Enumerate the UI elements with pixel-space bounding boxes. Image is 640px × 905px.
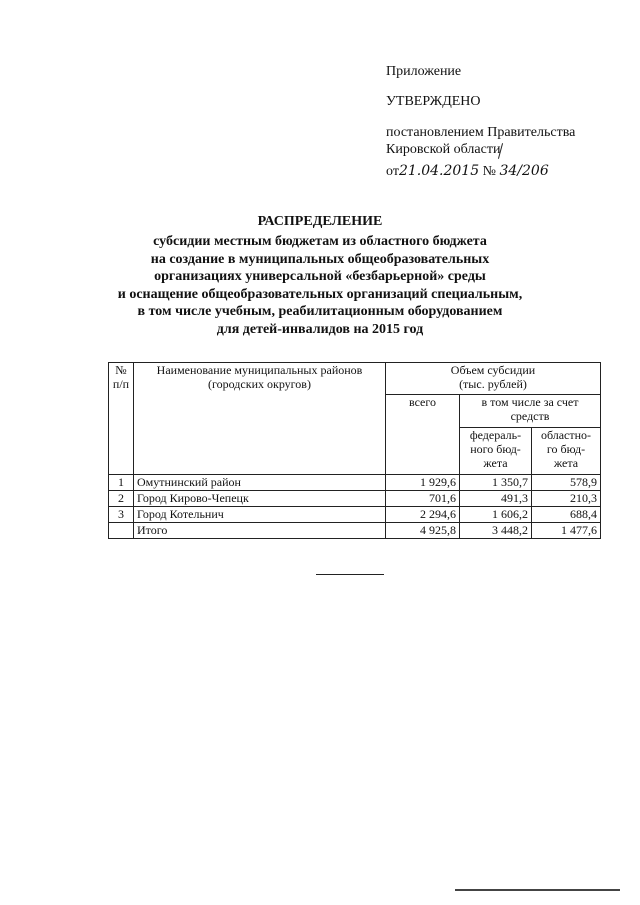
table-total-row: Итого 4 925,8 3 448,2 1 477,6 (109, 523, 601, 539)
table-row: 3 Город Котельнич 2 294,6 1 606,2 688,4 (109, 507, 601, 523)
handwritten-date: 21.04.2015 (398, 163, 480, 179)
resolution-line-2: Кировской области (386, 142, 501, 157)
end-rule (316, 574, 384, 575)
title-line-4: и оснащение общеобразовательных организаций специальным, (117, 287, 523, 302)
header-federal: федераль- ного бюд- жета (460, 428, 532, 475)
from-prefix: от (386, 164, 399, 179)
title-line-5: в том числе учебным, реабилитационным оборудованием (137, 304, 503, 319)
footer-scan-line (455, 889, 620, 891)
header-name: Наименование муниципальных районов (городских округов) (134, 363, 386, 475)
title-line-1: субсидии местным бюджетам из областного бюджета (153, 234, 487, 249)
title-line-3: организациях универсальной «безбарьерной» среды (154, 269, 486, 284)
header-num: № п/п (109, 363, 134, 475)
approved-label: УТВЕРЖДЕНО (386, 94, 481, 109)
title-line-6: для детей-инвалидов на 2015 год (216, 322, 424, 337)
table-row: 2 Город Кирово-Чепецк 701,6 491,3 210,3 (109, 491, 601, 507)
resolution-date-line (386, 163, 549, 180)
document-heading: РАСПРЕДЕЛЕНИЕ (257, 214, 383, 229)
header-volume: Объем субсидии (тыс. рублей) (386, 363, 601, 395)
handwritten-number: 34/206 (499, 163, 549, 179)
resolution-line-1: постановлением Правительства (386, 125, 576, 140)
subsidy-distribution-table (108, 362, 601, 539)
header-total: всего (386, 395, 460, 475)
title-line-2: на создание в муниципальных общеобразовательных (150, 252, 490, 267)
table-row: 1 Омутнинский район 1 929,6 1 350,7 578,9 (109, 475, 601, 491)
appendix-label: Приложение (386, 64, 462, 79)
header-including: в том числе за счет средств (460, 395, 601, 428)
number-sign: № (482, 164, 496, 179)
header-regional: областно- го бюд- жета (532, 428, 601, 475)
